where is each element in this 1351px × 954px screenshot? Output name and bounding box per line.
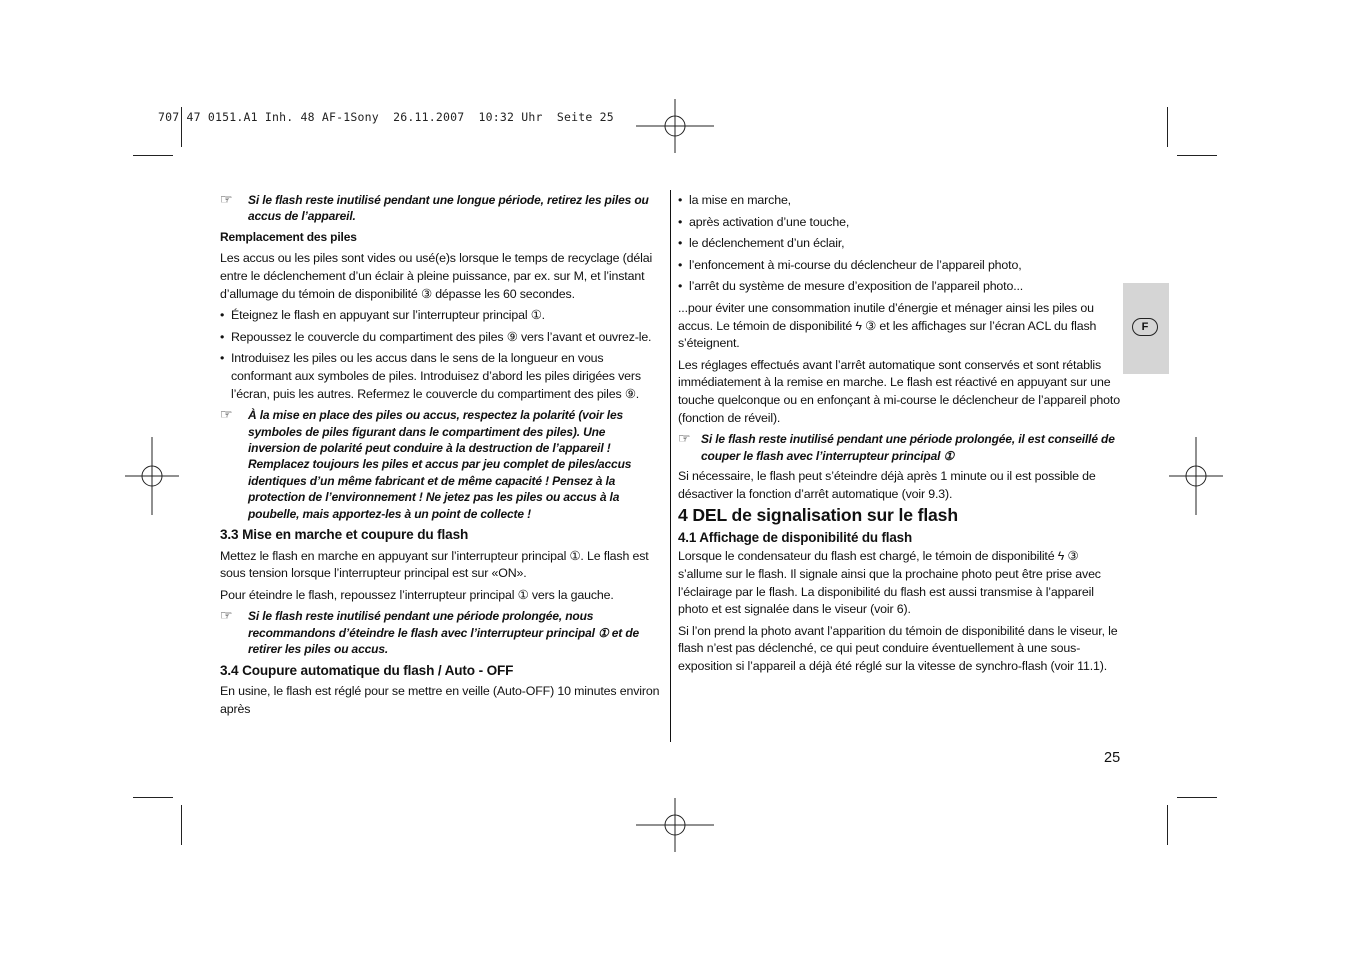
list-item: • la mise en marche,: [678, 193, 791, 207]
page-number: 25: [1104, 750, 1121, 766]
right-column: [678, 192, 1120, 679]
list-item: • Introduisez les piles ou les accus dans le sens de la longueur en vous conformant aux symboles de piles. Introduisez d’abord les piles dirigées vers l’écran, puis les autres. Refermez le couvercle du compartiment des piles ⑨.: [220, 351, 641, 401]
list-item: • après activation d’une touche,: [678, 214, 850, 229]
pointing-hand-icon: ☞: [220, 607, 233, 624]
note-prolonged-idle: ☞ Si le flash reste inutilisé pendant une période prolongée, il est conseillé de couper le flash avec l’interrupteur principal ①: [678, 430, 1115, 463]
list-item: • Éteignez le flash en appuyant sur l’interrupteur principal ①.: [220, 308, 545, 323]
list-item: • le déclenchement d’un éclair,: [678, 236, 845, 251]
registration-target-icon: [636, 87, 714, 165]
note-switch-off: ☞ Si le flash reste inutilisé pendant une période prolongée, nous recommandons d’éteindre le flash avec l’interrupteur principal ① et de retirer les piles ou accus.: [220, 607, 640, 657]
pointing-hand-icon: ☞: [678, 430, 691, 447]
list-item: • Repoussez le couvercle du compartiment des piles ⑨ vers l’avant et ouvrez-le.: [220, 329, 652, 344]
note-remove-batteries: ☞ Si le flash reste inutilisé pendant une longue période, retirez les piles ou accus de l’appareil.: [220, 191, 649, 224]
note-polarity: ☞ À la mise en place des piles ou accus, respectez la polarité (voir les symboles de piles figurant dans le compartiment des piles). Une inversion de polarité peut conduire à la destruction de l’appareil ! Remplacez toujours les piles et accus par jeu complet de piles/accus identiques d’un même fabricant et de même capacité ! Pensez à la protection de l’environnement ! Ne jetez pas les piles ou accus à la poubelle, mais apportez-les à un point de collecte !: [220, 406, 632, 521]
left-column: [220, 192, 660, 722]
crop-mark: [1177, 797, 1217, 798]
auto-off-paragraph: Si nécessaire, le flash peut s’éteindre déjà après 1 minute ou il est possible de désactiver la fonction d’arrêt automatique (voir 9.3).: [678, 468, 1096, 501]
replacement-heading: Remplacement des piles: [220, 229, 357, 244]
pointing-hand-icon: ☞: [220, 406, 233, 423]
crop-mark: [133, 155, 173, 156]
language-tab: [1123, 283, 1169, 374]
section-3-3-heading: 3.3 Mise en marche et coupure du flash: [220, 527, 469, 542]
registration-target-icon: [636, 786, 714, 864]
column-divider: [670, 190, 671, 742]
list-item: • l’arrêt du système de mesure d’exposition de l’appareil photo...: [678, 279, 1024, 294]
section-3-4-paragraph: En usine, le flash est réglé pour se mettre en veille (Auto-OFF) 10 minutes environ après: [220, 684, 660, 716]
section-4-heading: 4 DEL de signalisation sur le flash: [678, 505, 958, 526]
section-3-3-paragraph: Mettez le flash en marche en appuyant sur l’interrupteur principal ①. Le flash est sous tension lorsque l’interrupteur principal est sur «ON».: [220, 548, 649, 581]
list-item: • l’enfoncement à mi-course du déclencheur de l’appareil photo,: [678, 257, 1022, 272]
crop-mark: [133, 797, 173, 798]
crop-mark: [1177, 155, 1217, 156]
crop-mark: [181, 805, 182, 845]
section-3-4-heading: 3.4 Coupure automatique du flash / Auto - OFF: [220, 662, 514, 678]
section-4-1-paragraph: Lorsque le condensateur du flash est chargé, le témoin de disponibilité ϟ ③ s’allume sur le flash. Il signale ainsi que la prochaine photo peut être prise avec l’éclairage par le flash. La disponibilité du flash est aussi transmise à l’appareil photo et est signalée dans le viseur (voir 6).: [678, 549, 1101, 617]
print-header: 707 47 0151.A1 Inh. 48 AF-1Sony 26.11.2007 10:32 Uhr Seite 25: [158, 110, 614, 124]
section-4-1-heading: 4.1 Affichage de disponibilité du flash: [678, 529, 912, 545]
section-3-3-paragraph: Pour éteindre le flash, repoussez l’interrupteur principal ① vers la gauche.: [220, 587, 614, 602]
registration-target-icon: [1157, 437, 1235, 515]
language-tab-label: F: [1132, 318, 1158, 336]
auto-off-paragraph: Les réglages effectués avant l’arrêt automatique sont conservés et sont rétablis immédiatement à la remise en marche. Le flash est réactivé en appuyant sur une touche quelconque ou en enfonçant à mi-course le déclencheur de l’appareil photo (fonction de réveil).: [678, 357, 1120, 425]
crop-mark: [1167, 107, 1168, 147]
auto-off-paragraph: ...pour éviter une consommation inutile d’énergie et ménager ainsi les piles ou accus. Le témoin de disponibilité ϟ ③ et les affichages sur l’écran ACL du flash s’éteignent.: [678, 300, 1097, 351]
registration-target-icon: [113, 437, 191, 515]
section-4-1-paragraph: Si l’on prend la photo avant l’apparition du témoin de disponibilité dans le viseur, le flash n’est pas déclenché, ce qui peut conduire éventuellement à une sous-exposition si l’appareil a déjà été réglé sur la vitesse de synchro-flash (voir 11.1).: [678, 623, 1118, 673]
pointing-hand-icon: ☞: [220, 191, 233, 207]
crop-mark: [1167, 805, 1168, 845]
replacement-paragraph: Les accus ou les piles sont vides ou usé(e)s lorsque le temps de recyclage (délai entre le déclenchement d’un éclair à pleine puissance, par ex. sur M, et l’instant d’allumage du témoin de disponibilité ③ dépasse les 60 secondes.: [220, 251, 653, 301]
